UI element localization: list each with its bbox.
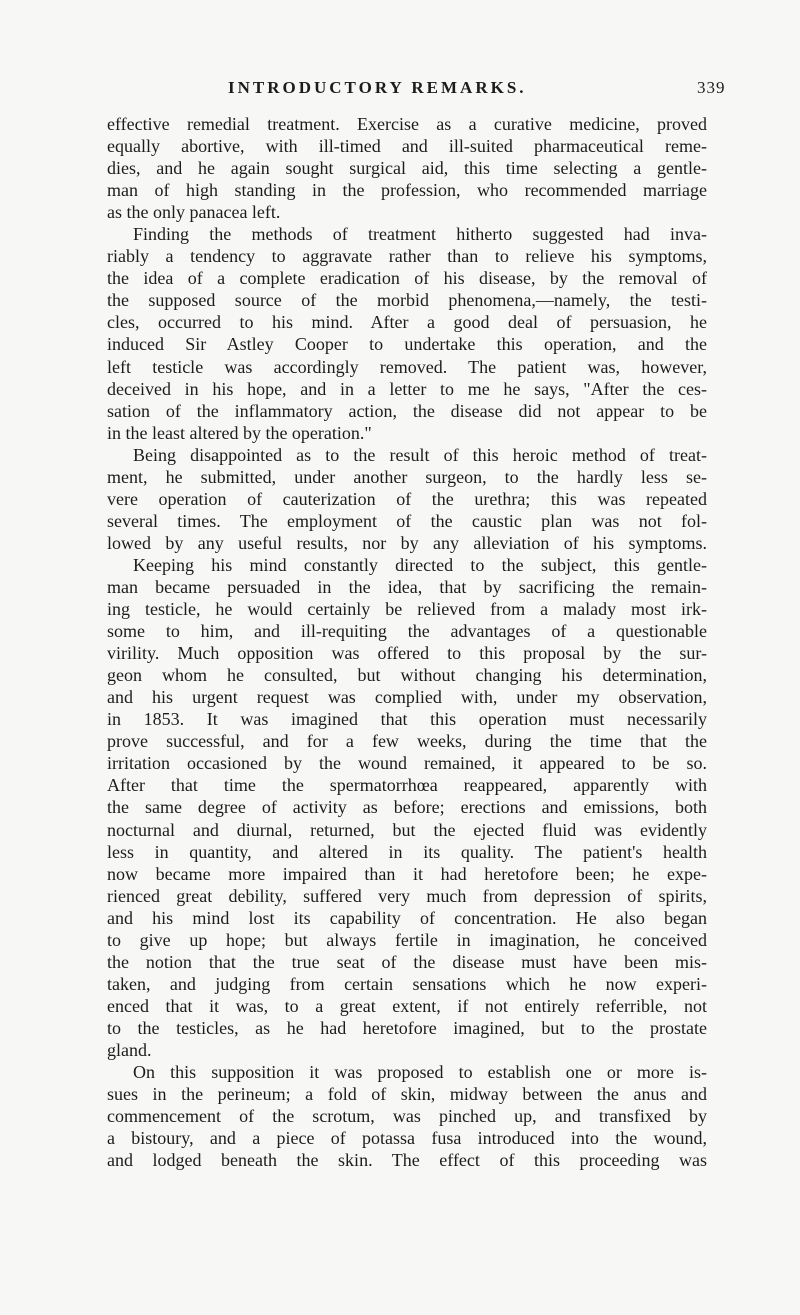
text-line: Finding the methods of treatment hitherto suggested had inva-: [133, 224, 707, 245]
text-line: sation of the inflammatory action, the disease did not appear to be: [107, 400, 707, 421]
text-line: equally abortive, with ill-timed and ill-suited pharmaceutical reme-: [107, 136, 707, 157]
text-line: effective remedial treatment. Exercise as a curative medicine, proved: [107, 114, 707, 134]
running-head: [0, 78, 800, 102]
text-line: sues in the perineum; a fold of skin, midway between the anus and: [107, 1084, 707, 1105]
text-line: left testicle was accordingly removed. The patient was, however,: [107, 356, 707, 377]
text-line: and his urgent request was complied with, under my observation,: [107, 687, 707, 708]
text-line: geon whom he consulted, but without changing his determination,: [107, 665, 707, 686]
running-title: INTRODUCTORY REMARKS.: [228, 78, 527, 97]
text-line: gland.: [107, 1039, 152, 1060]
text-line: the notion that the true seat of the disease must have been mis-: [107, 951, 707, 972]
text-line: enced that it was, to a great extent, if not entirely referrible, not: [107, 995, 707, 1016]
text-line: and his mind lost its capability of concentration. He also began: [107, 907, 707, 928]
text-line: induced Sir Astley Cooper to undertake this operation, and the: [107, 334, 707, 355]
text-line: Keeping his mind constantly directed to the subject, this gentle-: [133, 554, 707, 575]
text-line: cles, occurred to his mind. After a good deal of persuasion, he: [107, 312, 707, 333]
text-line: prove successful, and for a few weeks, during the time that the: [107, 731, 707, 752]
text-line: the idea of a complete eradication of his disease, by the removal of: [107, 268, 707, 289]
text-line: in the least altered by the operation.": [107, 422, 372, 443]
text-line: now became more impaired than it had heretofore been; he expe-: [107, 863, 707, 884]
text-line: riably a tendency to aggravate rather than to relieve his symptoms,: [107, 246, 707, 267]
text-line: to the testicles, as he had heretofore imagined, but to the prostate: [107, 1017, 707, 1038]
text-line: in 1853. It was imagined that this operation must necessarily: [107, 709, 707, 730]
text-line: the supposed source of the morbid phenomena,—namely, the testi-: [107, 290, 707, 311]
text-line: taken, and judging from certain sensations which he now experi-: [107, 973, 707, 994]
text-line: vere operation of cauterization of the urethra; this was repeated: [107, 488, 707, 509]
text-line: man became persuaded in the idea, that by sacrificing the remain-: [107, 576, 707, 597]
page-number: 339: [697, 78, 726, 97]
body-text: [107, 113, 707, 1171]
text-line: On this supposition it was proposed to establish one or more is-: [133, 1062, 707, 1083]
text-line: ing testicle, he would certainly be relieved from a malady most irk-: [107, 599, 707, 620]
text-line: After that time the spermatorrhœa reappeared, apparently with: [107, 775, 707, 796]
text-line: less in quantity, and altered in its quality. The patient's health: [107, 841, 707, 862]
text-line: rienced great debility, suffered very much from depression of spirits,: [107, 885, 707, 906]
text-line: ment, he submitted, under another surgeon, to the hardly less se-: [107, 466, 707, 487]
text-line: Being disappointed as to the result of this heroic method of treat-: [133, 444, 707, 465]
text-line: and lodged beneath the skin. The effect of this proceeding was: [107, 1150, 707, 1171]
text-line: irritation occasioned by the wound remained, it appeared to be so.: [107, 753, 707, 774]
text-line: to give up hope; but always fertile in imagination, he conceived: [107, 929, 707, 950]
text-line: dies, and he again sought surgical aid, this time selecting a gentle-: [107, 158, 707, 179]
text-line: man of high standing in the profession, who recommended marriage: [107, 180, 707, 201]
text-line: deceived in his hope, and in a letter to me he says, "After the ces-: [107, 378, 707, 399]
text-line: commencement of the scrotum, was pinched up, and transfixed by: [107, 1106, 707, 1127]
text-line: nocturnal and diurnal, returned, but the ejected fluid was evidently: [107, 819, 707, 840]
text-line: several times. The employment of the caustic plan was not fol-: [107, 510, 707, 531]
text-line: as the only panacea left.: [107, 202, 281, 223]
text-line: virility. Much opposition was offered to this proposal by the sur-: [107, 643, 707, 664]
text-line: lowed by any useful results, nor by any alleviation of his symptoms.: [107, 532, 707, 553]
text-line: the same degree of activity as before; erections and emissions, both: [107, 797, 707, 818]
text-line: a bistoury, and a piece of potassa fusa introduced into the wound,: [107, 1128, 707, 1149]
text-line: some to him, and ill-requiting the advantages of a questionable: [107, 621, 707, 642]
